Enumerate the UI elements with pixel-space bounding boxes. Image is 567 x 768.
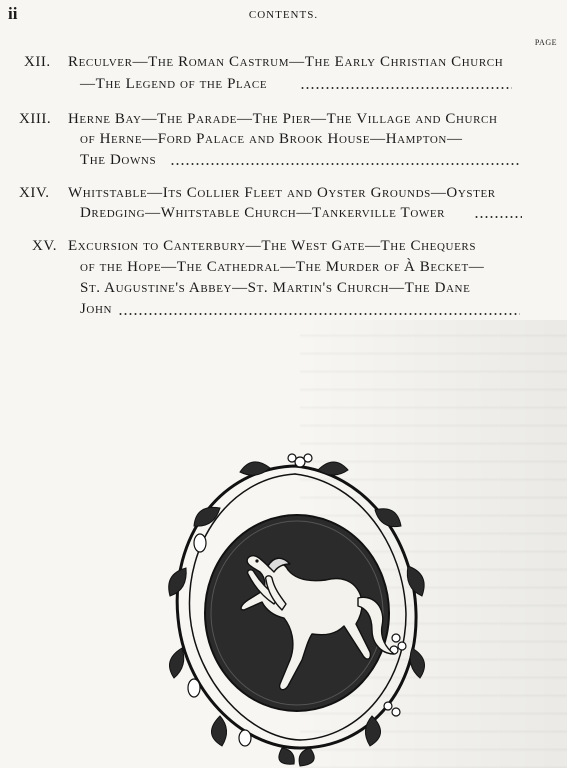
entry-line: The Downs [80,152,157,168]
chapter-number: XIV. [19,185,50,201]
chapter-number: XII. [24,54,51,70]
entry-line: Herne Bay—The Parade—The Pier—The Village and Church [68,111,498,127]
page-column-label: PAGE [534,38,557,47]
rearing-horse-vignette-icon [150,448,440,768]
entry-line: Reculver—The Roman Castrum—The Early Christian Church [68,54,504,70]
leader-dots [474,215,522,219]
entry-line: of the Hope—The Cathedral—The Murder of À Becket— [80,259,485,275]
running-head: CONTENTS. [248,9,319,21]
entry-line: John [80,301,113,317]
page-folio: ii [8,4,18,23]
entry-line: Excursion to Canterbury—The West Gate—The Chequers [68,238,477,254]
entry-line: —The Legend of the Place [80,76,268,92]
entry-line: Whitstable—Its Collier Fleet and Oyster Grounds—Oyster [68,185,496,201]
chapter-number: XIII. [19,111,52,127]
leader-dots [118,312,520,316]
chapter-number: XV. [32,238,57,254]
leader-dots [170,162,520,166]
entry-line: St. Augustine's Abbey—St. Martin's Church—The Dane [80,280,471,296]
entry-line: of Herne—Ford Palace and Brook House—Hampton— [80,131,463,147]
entry-line: Dredging—Whitstable Church—Tankerville Tower [80,205,446,221]
leader-dots [300,86,512,90]
